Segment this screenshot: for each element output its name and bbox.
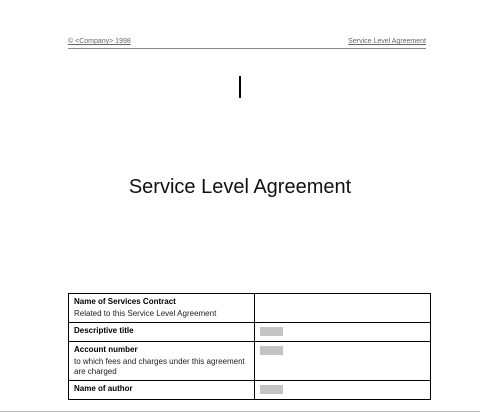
table-cell-value[interactable] [255, 381, 431, 400]
page-header [68, 38, 426, 49]
table-row [69, 342, 431, 381]
contract-info-table [68, 293, 431, 400]
text-cursor [239, 76, 241, 98]
table-cell-label [69, 342, 255, 381]
form-field[interactable] [260, 327, 283, 336]
row-label: Name of author [74, 384, 133, 393]
table-cell-label [69, 294, 255, 323]
row-label: Descriptive title [74, 326, 134, 335]
table-row [69, 294, 431, 323]
header-document-title: Service Level Agreement [348, 38, 426, 45]
row-sublabel: to which fees and charges under this agreement are charged [74, 357, 245, 376]
table-cell-value[interactable] [255, 294, 431, 323]
row-sublabel: Related to this Service Level Agreement [74, 309, 217, 318]
document-title: Service Level Agreement [128, 176, 352, 198]
table-row [69, 381, 431, 400]
table-cell-label [69, 323, 255, 342]
table-cell-value[interactable] [255, 342, 431, 381]
row-label: Name of Services Contract [74, 297, 176, 306]
table-cell-value[interactable] [255, 323, 431, 342]
table-cell-label [69, 381, 255, 400]
header-copyright: © <Company> 1998 [68, 38, 131, 45]
table-row [69, 323, 431, 342]
row-label: Account number [74, 345, 138, 354]
form-field[interactable] [260, 385, 283, 394]
form-field[interactable] [260, 346, 283, 355]
